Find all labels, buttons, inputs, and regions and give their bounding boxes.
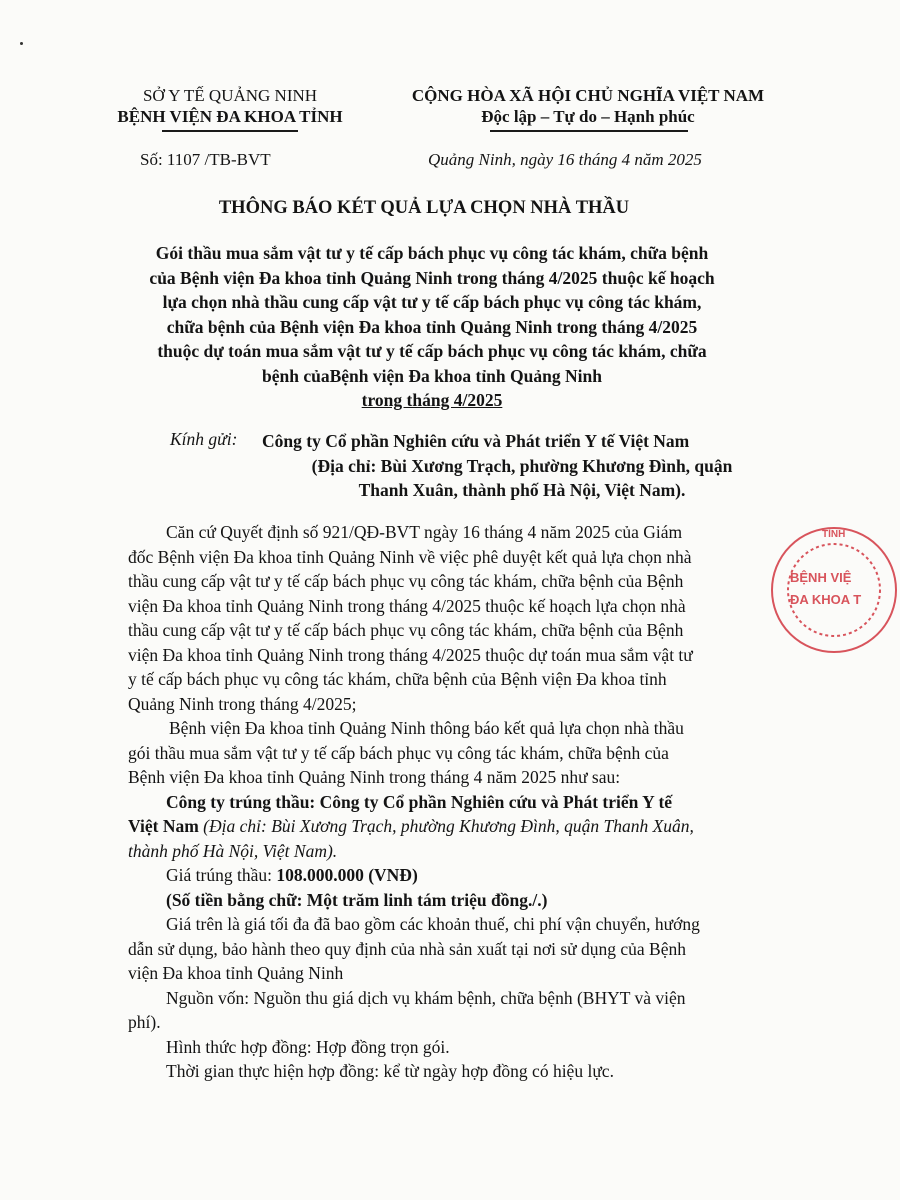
- stamp-text-mid2: ĐA KHOA T: [790, 592, 862, 607]
- recipient-line: (Địa chỉ: Bùi Xương Trạch, phường Khương Đình, quận: [311, 455, 733, 476]
- funding-source: Nguồn vốn: Nguồn thu giá dịch vụ khám bệnh, chữa bệnh (BHYT và viện: [166, 987, 686, 1008]
- stamp-text-top: TỈNH: [822, 529, 846, 540]
- price-value: 108.000.000 (VNĐ): [276, 865, 418, 885]
- subject-line: của Bệnh viện Đa khoa tỉnh Quảng Ninh trong tháng 4/2025 thuộc kế hoạch: [149, 267, 715, 288]
- recipient-block: [262, 429, 782, 503]
- winning-price: [128, 863, 798, 888]
- winner-line: [128, 814, 798, 839]
- body-line: Căn cứ Quyết định số 921/QĐ-BVT ngày 16 tháng 4 năm 2025 của Giám: [166, 522, 683, 542]
- body-line: viện Đa khoa tỉnh Quảng Ninh trong tháng 4/2025 thuộc dự toán mua sắm vật tư: [128, 644, 693, 665]
- org-name: BỆNH VIỆN ĐA KHOA TỈNH: [117, 107, 343, 126]
- body-line: Quảng Ninh trong tháng 4/2025;: [128, 693, 357, 714]
- issuing-org: [95, 85, 365, 128]
- body-line: Bệnh viện Đa khoa tỉnh Quảng Ninh thông báo kết quả lựa chọn nhà thầu: [169, 718, 684, 738]
- stamp-text-mid1: BỆNH VIỆ: [790, 570, 852, 585]
- body-line: viện Đa khoa tỉnh Quảng Ninh trong tháng 4/2025 thuộc kế hoạch lựa chọn nhà: [128, 595, 686, 616]
- body-line: y tế cấp bách phục vụ công tác khám, chữa bệnh của Bệnh viện Đa khoa tỉnh: [128, 669, 667, 689]
- org-parent: SỞ Y TẾ QUẢNG NINH: [142, 86, 318, 105]
- body-line: dẫn sử dụng, bảo hành theo quy định của nhà sản xuất tại nơi sử dụng của Bệnh: [128, 938, 686, 959]
- subject-line: lựa chọn nhà thầu cung cấp vật tư y tế cấp bách phục vụ công tác khám,: [162, 292, 702, 312]
- price-in-words: (Số tiền bằng chữ: Một trăm linh tám triệu đồng./.): [166, 889, 548, 910]
- recipient-label: Kính gửi:: [170, 429, 238, 449]
- motto-underline: [490, 130, 688, 132]
- document-title: THÔNG BÁO KÉT QUẢ LỰA CHỌN NHÀ THẦU: [218, 198, 630, 218]
- body-line: viện Đa khoa tỉnh Quảng Ninh: [128, 963, 344, 983]
- body-line: Giá trên là giá tối đa đã bao gồm các khoản thuế, chi phí vận chuyển, hướng: [166, 914, 700, 934]
- subject-line: thuộc dự toán mua sắm vật tư y tế cấp bách phục vụ công tác khám, chữa: [157, 341, 707, 361]
- country-name: CỘNG HÒA XÃ HỘI CHỦ NGHĨA VIỆT NAM: [411, 86, 765, 105]
- subject-line: trong tháng 4/2025: [361, 390, 503, 410]
- funding-source: phí).: [128, 1012, 161, 1032]
- body-line: thầu cung cấp vật tư y tế cấp bách phục vụ công tác khám, chữa bệnh của Bệnh: [128, 620, 684, 640]
- price-label: Giá trúng thầu:: [166, 865, 277, 885]
- official-stamp: [760, 520, 900, 660]
- document-body: [128, 520, 798, 1084]
- stamp-outer-ring: [772, 528, 896, 652]
- national-motto: [378, 85, 798, 128]
- motto: Độc lập – Tự do – Hạnh phúc: [481, 107, 695, 126]
- subject-line: bệnh củaBệnh viện Đa khoa tỉnh Quảng Ninh: [262, 365, 602, 386]
- recipient-line: Thanh Xuân, thành phố Hà Nội, Việt Nam).: [358, 480, 686, 500]
- stamp-inner-ring: [788, 544, 880, 636]
- body-line: đốc Bệnh viện Đa khoa tỉnh Quảng Ninh về việc phê duyệt kết quả lựa chọn nhà: [128, 546, 692, 567]
- contract-type: Hình thức hợp đồng: Hợp đồng trọn gói.: [166, 1036, 450, 1057]
- body-line: thầu cung cấp vật tư y tế cấp bách phục vụ công tác khám, chữa bệnh của Bệnh: [128, 571, 684, 591]
- winner-address-end: thành phố Hà Nội, Việt Nam).: [128, 840, 338, 861]
- recipient-line: Công ty Cổ phần Nghiên cứu và Phát triển Y tế Việt Nam: [262, 431, 690, 451]
- body-line: gói thầu mua sắm vật tư y tế cấp bách phục vụ công tác khám, chữa bệnh của: [128, 742, 669, 763]
- document-number: Số: 1107 /TB-BVT: [140, 150, 271, 169]
- winner-address: (Địa chỉ: Bùi Xương Trạch, phường Khương Đình, quận Thanh Xuân,: [198, 816, 694, 836]
- subject-line: chữa bệnh của Bệnh viện Đa khoa tỉnh Quảng Ninh trong tháng 4/2025: [166, 316, 698, 337]
- subject-line: Gói thầu mua sắm vật tư y tế cấp bách phục vụ công tác khám, chữa bệnh: [155, 243, 709, 263]
- scan-speck: [20, 42, 23, 45]
- subject-block: [92, 241, 772, 413]
- winner-line: Công ty trúng thầu: Công ty Cổ phần Nghiên cứu và Phát triển Y tế: [166, 791, 673, 812]
- winner-name-end: Việt Nam: [128, 816, 199, 836]
- document-date: Quảng Ninh, ngày 16 tháng 4 năm 2025: [428, 150, 702, 169]
- org-underline: [162, 130, 298, 132]
- body-line: Bệnh viện Đa khoa tỉnh Quảng Ninh trong tháng 4 năm 2025 như sau:: [128, 767, 621, 787]
- contract-time: Thời gian thực hiện hợp đồng: kể từ ngày hợp đồng có hiệu lực.: [166, 1061, 614, 1081]
